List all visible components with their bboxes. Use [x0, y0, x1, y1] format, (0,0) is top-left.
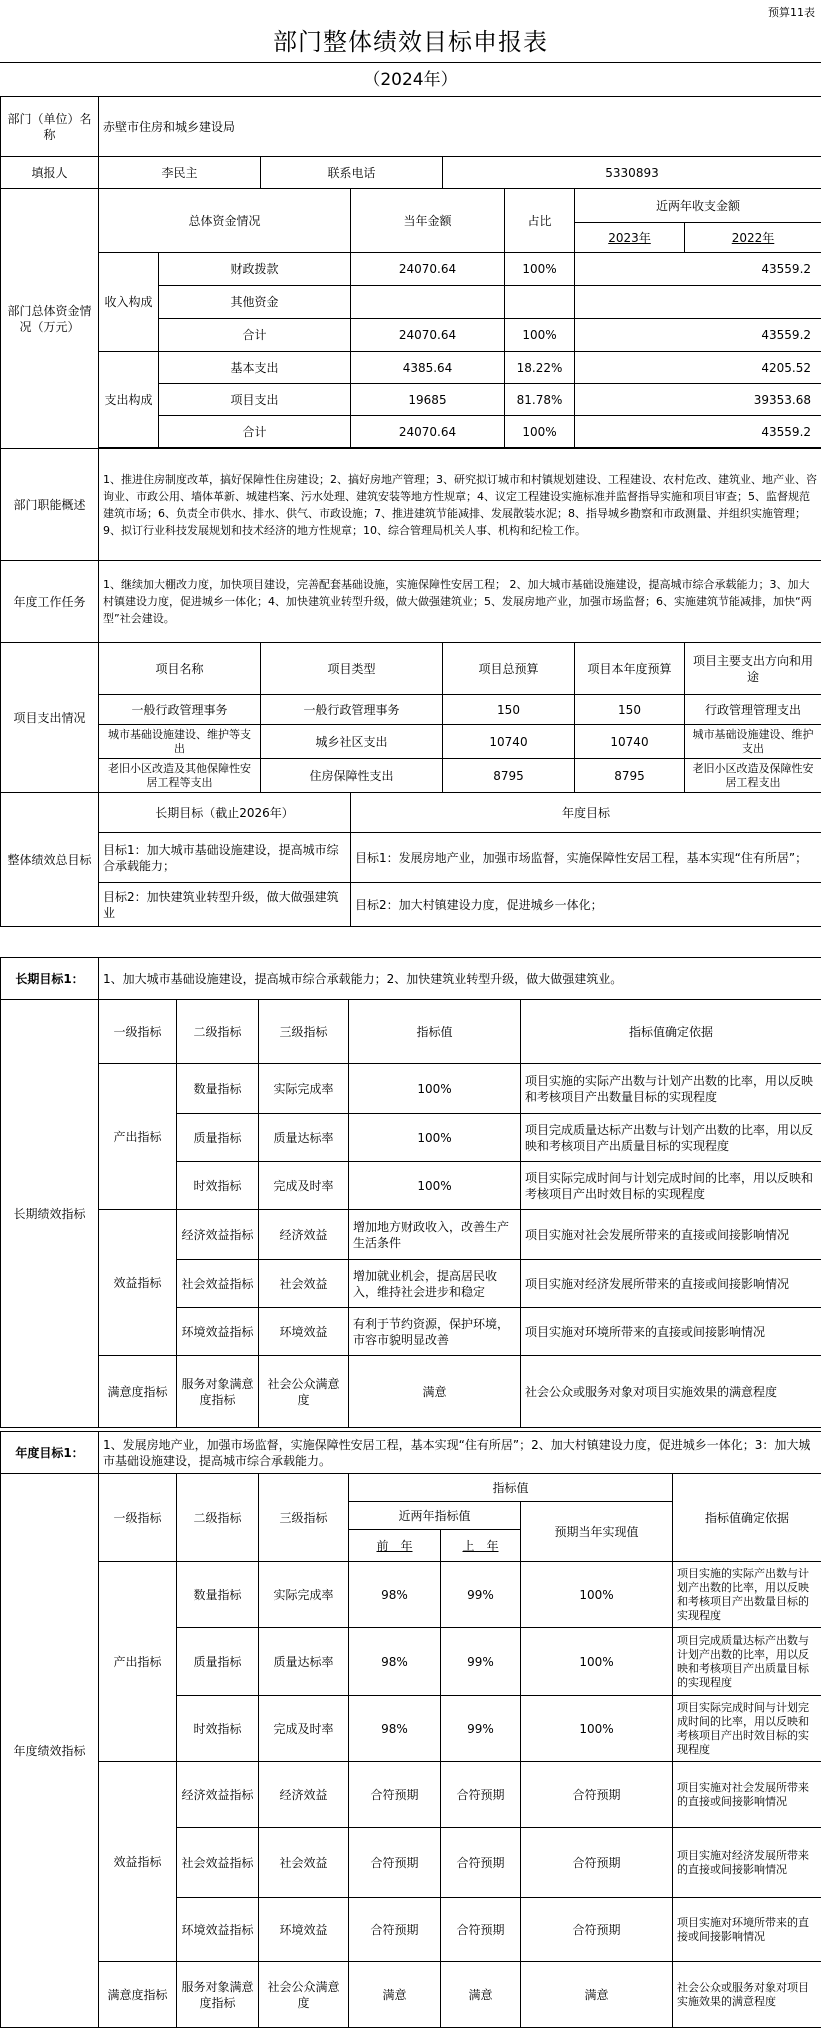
lt-value: 100% — [349, 1064, 521, 1114]
lt-basis: 项目完成质量达标产出数与计划产出数的比率，用以反映和考核项目产出质量目标的实现程度 — [521, 1114, 821, 1162]
col-amount: 当年金额 — [351, 189, 505, 253]
lt-l3: 社会效益 — [259, 1260, 349, 1308]
an-prev: 合符预期 — [349, 1828, 441, 1898]
an-l2: 经济效益指标 — [177, 1762, 259, 1828]
income-row-amount: 24070.64 — [351, 253, 505, 286]
overall-funds-label: 总体资金情况 — [99, 189, 351, 253]
col-2023: 2023年 — [575, 223, 685, 253]
an-last: 合符预期 — [441, 1828, 521, 1898]
an-col-prev: 前 年 — [349, 1530, 441, 1562]
lt-value: 有利于节约资源，保护环境，市容市貌明显改善 — [349, 1308, 521, 1356]
upper-table — [0, 96, 821, 927]
annual-goal-text: 1、发展房地产业，加强市场监督，实施保障性安居工程，基本实现“住有所居”；2、加大村镇建设力度，促进城乡一体化；3：加大城市基础设施建设，提高城市综合承载能力。 — [99, 1432, 821, 1474]
an-l2: 服务对象满意度指标 — [177, 1962, 259, 2028]
income-row-name: 合计 — [159, 319, 351, 352]
lt-l3: 完成及时率 — [259, 1162, 349, 1210]
lt-value: 满意 — [349, 1356, 521, 1428]
lt-basis: 项目实施对经济发展所带来的直接或间接影响情况 — [521, 1260, 821, 1308]
lt-l2: 质量指标 — [177, 1114, 259, 1162]
an-effect-label: 效益指标 — [99, 1762, 177, 1962]
income-row-2023 — [575, 286, 821, 319]
an-col-l1: 一级指标 — [99, 1474, 177, 1562]
dept-name-value: 赤壁市住房和城乡建设局 — [99, 97, 821, 157]
an-exp: 100% — [521, 1696, 673, 1762]
income-row-name: 其他资金 — [159, 286, 351, 319]
lt-col-l3: 三级指标 — [259, 1000, 349, 1064]
lt-col-l2: 二级指标 — [177, 1000, 259, 1064]
lt-basis: 项目实施对环境所带来的直接或间接影响情况 — [521, 1308, 821, 1356]
lt-l2: 服务对象满意度指标 — [177, 1356, 259, 1428]
an-col-expected: 预期当年实现值 — [521, 1502, 673, 1562]
year-goal-1: 目标1：发展房地产业，加强市场监督，实施保障性安居工程，基本实现“住有所居”； — [351, 833, 821, 883]
an-last: 99% — [441, 1696, 521, 1762]
expense-row-ratio: 81.78% — [505, 384, 575, 416]
annual-table — [0, 1431, 821, 2028]
an-output-label: 产出指标 — [99, 1562, 177, 1762]
project-year: 10740 — [575, 725, 685, 759]
year-goal-header: 年度目标 — [351, 793, 821, 833]
an-l2: 时效指标 — [177, 1696, 259, 1762]
projects-label: 项目支出情况 — [1, 643, 99, 793]
an-last: 99% — [441, 1628, 521, 1696]
project-col-use: 项目主要支出方向和用途 — [685, 643, 821, 695]
lt-value: 100% — [349, 1114, 521, 1162]
filler-label: 填报人 — [1, 157, 99, 189]
lt-basis: 项目实施的实际产出数与计划产出数的比率，用以反映和考核项目产出数量目标的实现程度 — [521, 1064, 821, 1114]
duties-label: 部门职能概述 — [1, 449, 99, 561]
an-col-last: 上 年 — [441, 1530, 521, 1562]
an-l3: 完成及时率 — [259, 1696, 349, 1762]
an-l3: 经济效益 — [259, 1762, 349, 1828]
lt-l2: 数量指标 — [177, 1064, 259, 1114]
an-prev: 合符预期 — [349, 1898, 441, 1962]
an-col-basis: 指标值确定依据 — [673, 1474, 821, 1562]
annual-indicator-label: 年度绩效指标 — [1, 1474, 99, 2028]
col-recent: 近两年收支金额 — [575, 189, 821, 223]
an-last: 合符预期 — [441, 1898, 521, 1962]
an-exp: 100% — [521, 1628, 673, 1696]
an-exp: 合符预期 — [521, 1898, 673, 1962]
goals-label: 整体绩效总目标 — [1, 793, 99, 927]
tasks-text: 1、继续加大棚改力度，加快项目建设，完善配套基础设施，实施保障性安居工程； 2、加大城市基础设施建设，提高城市综合承载能力；3、加大村镇建设力度，促进城乡一体化；4、加快建筑业转型升级，做大做强建筑业；5、发展房地产业，加强市场监督；6、实施建筑节能减排，加快“两型”社会建设。 — [99, 561, 821, 643]
income-row-name: 财政拨款 — [159, 253, 351, 286]
income-label: 收入构成 — [99, 253, 159, 352]
project-year: 150 — [575, 695, 685, 725]
lt-l3: 社会公众满意度 — [259, 1356, 349, 1428]
expense-row-name: 合计 — [159, 416, 351, 448]
an-prev: 98% — [349, 1562, 441, 1628]
an-col-l3: 三级指标 — [259, 1474, 349, 1562]
long-term-table — [0, 957, 821, 1428]
col-ratio: 占比 — [505, 189, 575, 253]
expense-row-amount: 24070.64 — [351, 416, 505, 448]
long-term-goal-label: 长期目标1： — [1, 958, 99, 1000]
lt-value: 增加地方财政收入，改善生产生活条件 — [349, 1210, 521, 1260]
annual-goal-label: 年度目标1： — [1, 1432, 99, 1474]
an-basis: 项目实际完成时间与计划完成时间的比率，用以反映和考核项目产出时效目标的实现程度 — [673, 1696, 821, 1762]
report-year: （2024年） — [0, 62, 821, 97]
page-title: 部门整体绩效目标申报表 — [0, 22, 821, 57]
project-col-name: 项目名称 — [99, 643, 261, 695]
an-l3: 社会公众满意度 — [259, 1962, 349, 2028]
lt-col-l1: 一级指标 — [99, 1000, 177, 1064]
lt-value: 增加就业机会，提高居民收入，维持社会进步和稳定 — [349, 1260, 521, 1308]
tasks-label: 年度工作任务 — [1, 561, 99, 643]
expense-row-2023: 4205.52 — [575, 352, 821, 384]
an-col-l2: 二级指标 — [177, 1474, 259, 1562]
income-row-ratio: 100% — [505, 319, 575, 352]
project-col-total: 项目总预算 — [443, 643, 575, 695]
expense-row-name: 基本支出 — [159, 352, 351, 384]
lt-l3: 实际完成率 — [259, 1064, 349, 1114]
lt-effect-label: 效益指标 — [99, 1210, 177, 1356]
an-l2: 数量指标 — [177, 1562, 259, 1628]
project-name: 城市基础设施建设、维护等支出 — [99, 725, 261, 759]
phone-value: 5330893 — [443, 157, 821, 189]
an-l3: 社会效益 — [259, 1828, 349, 1898]
an-last: 满意 — [441, 1962, 521, 2028]
long-goal-1: 目标1：加大城市基础设施建设，提高城市综合承载能力； — [99, 833, 351, 883]
lt-l3: 经济效益 — [259, 1210, 349, 1260]
an-basis: 项目实施的实际产出数与计划产出数的比率，用以反映和考核项目产出数量目标的实现程度 — [673, 1562, 821, 1628]
phone-label: 联系电话 — [261, 157, 443, 189]
an-prev: 合符预期 — [349, 1762, 441, 1828]
income-row-amount — [351, 286, 505, 319]
expense-row-amount: 4385.64 — [351, 352, 505, 384]
lt-col-basis: 指标值确定依据 — [521, 1000, 821, 1064]
an-last: 99% — [441, 1562, 521, 1628]
an-l2: 质量指标 — [177, 1628, 259, 1696]
form-number: 预算11表 — [768, 4, 815, 20]
dept-name-label: 部门（单位）名称 — [1, 97, 99, 157]
filler-value: 李民主 — [99, 157, 261, 189]
lt-l2: 社会效益指标 — [177, 1260, 259, 1308]
lt-basis: 社会公众或服务对象对项目实施效果的满意程度 — [521, 1356, 821, 1428]
an-prev: 98% — [349, 1628, 441, 1696]
income-row-2023: 43559.2 — [575, 319, 821, 352]
income-row-ratio — [505, 286, 575, 319]
an-exp: 100% — [521, 1562, 673, 1628]
an-l3: 环境效益 — [259, 1898, 349, 1962]
lt-col-value: 指标值 — [349, 1000, 521, 1064]
expense-row-2023: 43559.2 — [575, 416, 821, 448]
an-col-value: 指标值 — [349, 1474, 673, 1502]
lt-output-label: 产出指标 — [99, 1064, 177, 1210]
an-exp: 合符预期 — [521, 1828, 673, 1898]
project-total: 8795 — [443, 759, 575, 793]
long-goal-2: 目标2：加快建筑业转型升级，做大做强建筑业 — [99, 883, 351, 927]
an-exp: 合符预期 — [521, 1762, 673, 1828]
long-term-goal-text: 1、加大城市基础设施建设，提高城市综合承载能力；2、加快建筑业转型升级，做大做强建筑业。 — [99, 958, 821, 1000]
expense-label: 支出构成 — [99, 352, 159, 448]
project-use: 老旧小区改造及保障性安居工程支出 — [685, 759, 821, 793]
lt-l2: 时效指标 — [177, 1162, 259, 1210]
expense-row-ratio: 100% — [505, 416, 575, 448]
col-2022: 2022年 — [685, 223, 821, 253]
project-name: 老旧小区改造及其他保障性安居工程等支出 — [99, 759, 261, 793]
year-goal-2: 目标2：加大村镇建设力度，促进城乡一体化； — [351, 883, 821, 927]
an-l2: 环境效益指标 — [177, 1898, 259, 1962]
project-total: 10740 — [443, 725, 575, 759]
expense-row-name: 项目支出 — [159, 384, 351, 416]
funds-section-label: 部门总体资金情况（万元） — [1, 189, 99, 449]
duties-text: 1、推进住房制度改革，搞好保障性住房建设；2、搞好房地产管理；3、研究拟订城市和村镇规划建设、工程建设、农村危改、建筑业、地产业、咨询业、市政公用、墙体革新、城建档案、污水处理、建筑安装等地方性规章；4、议定工程建设实施标准并监督指导实施和项目审查；5、监督规范建筑市场；6、负责全市供水、排水、供气、市政设施；7、推进建筑节能减排、发展散装水泥；8、指导城乡勘察和市政测量、并组织实施管理；9、拟订行业科技发展规划和技术经济的地方性规章；10、综合管理局机关人事、机构和纪检工作。 — [99, 449, 821, 561]
an-prev: 满意 — [349, 1962, 441, 2028]
an-basis: 社会公众或服务对象对项目实施效果的满意程度 — [673, 1962, 821, 2028]
project-type: 住房保障性支出 — [261, 759, 443, 793]
an-basis: 项目完成质量达标产出数与计划产出数的比率，用以反映和考核项目产出质量目标的实现程度 — [673, 1628, 821, 1696]
long-goal-header: 长期目标（截止2026年） — [99, 793, 351, 833]
an-basis: 项目实施对社会发展所带来的直接或间接影响情况 — [673, 1762, 821, 1828]
an-l2: 社会效益指标 — [177, 1828, 259, 1898]
income-row-ratio: 100% — [505, 253, 575, 286]
expense-row-amount: 19685 — [351, 384, 505, 416]
an-l3: 质量达标率 — [259, 1628, 349, 1696]
an-exp: 满意 — [521, 1962, 673, 2028]
an-satisfy-label: 满意度指标 — [99, 1962, 177, 2028]
project-type: 城乡社区支出 — [261, 725, 443, 759]
lt-basis: 项目实际完成时间与计划完成时间的比率，用以反映和考核项目产出时效目标的实现程度 — [521, 1162, 821, 1210]
expense-row-2023: 39353.68 — [575, 384, 821, 416]
expense-row-ratio: 18.22% — [505, 352, 575, 384]
an-basis: 项目实施对经济发展所带来的直接或间接影响情况 — [673, 1828, 821, 1898]
project-use: 行政管理管理支出 — [685, 695, 821, 725]
lt-satisfy-label: 满意度指标 — [99, 1356, 177, 1428]
lt-l2: 环境效益指标 — [177, 1308, 259, 1356]
long-indicator-label: 长期绩效指标 — [1, 1000, 99, 1428]
project-year: 8795 — [575, 759, 685, 793]
lt-l3: 质量达标率 — [259, 1114, 349, 1162]
an-prev: 98% — [349, 1696, 441, 1762]
project-name: 一般行政管理事务 — [99, 695, 261, 725]
lt-l2: 经济效益指标 — [177, 1210, 259, 1260]
an-col-recent: 近两年指标值 — [349, 1502, 521, 1530]
project-col-type: 项目类型 — [261, 643, 443, 695]
an-l3: 实际完成率 — [259, 1562, 349, 1628]
lt-l3: 环境效益 — [259, 1308, 349, 1356]
an-basis: 项目实施对环境所带来的直接或间接影响情况 — [673, 1898, 821, 1962]
lt-basis: 项目实施对社会发展所带来的直接或间接影响情况 — [521, 1210, 821, 1260]
lt-value: 100% — [349, 1162, 521, 1210]
project-use: 城市基础设施建设、维护支出 — [685, 725, 821, 759]
project-col-year: 项目本年度预算 — [575, 643, 685, 695]
project-type: 一般行政管理事务 — [261, 695, 443, 725]
project-total: 150 — [443, 695, 575, 725]
income-row-2023: 43559.2 — [575, 253, 821, 286]
income-row-amount: 24070.64 — [351, 319, 505, 352]
an-last: 合符预期 — [441, 1762, 521, 1828]
